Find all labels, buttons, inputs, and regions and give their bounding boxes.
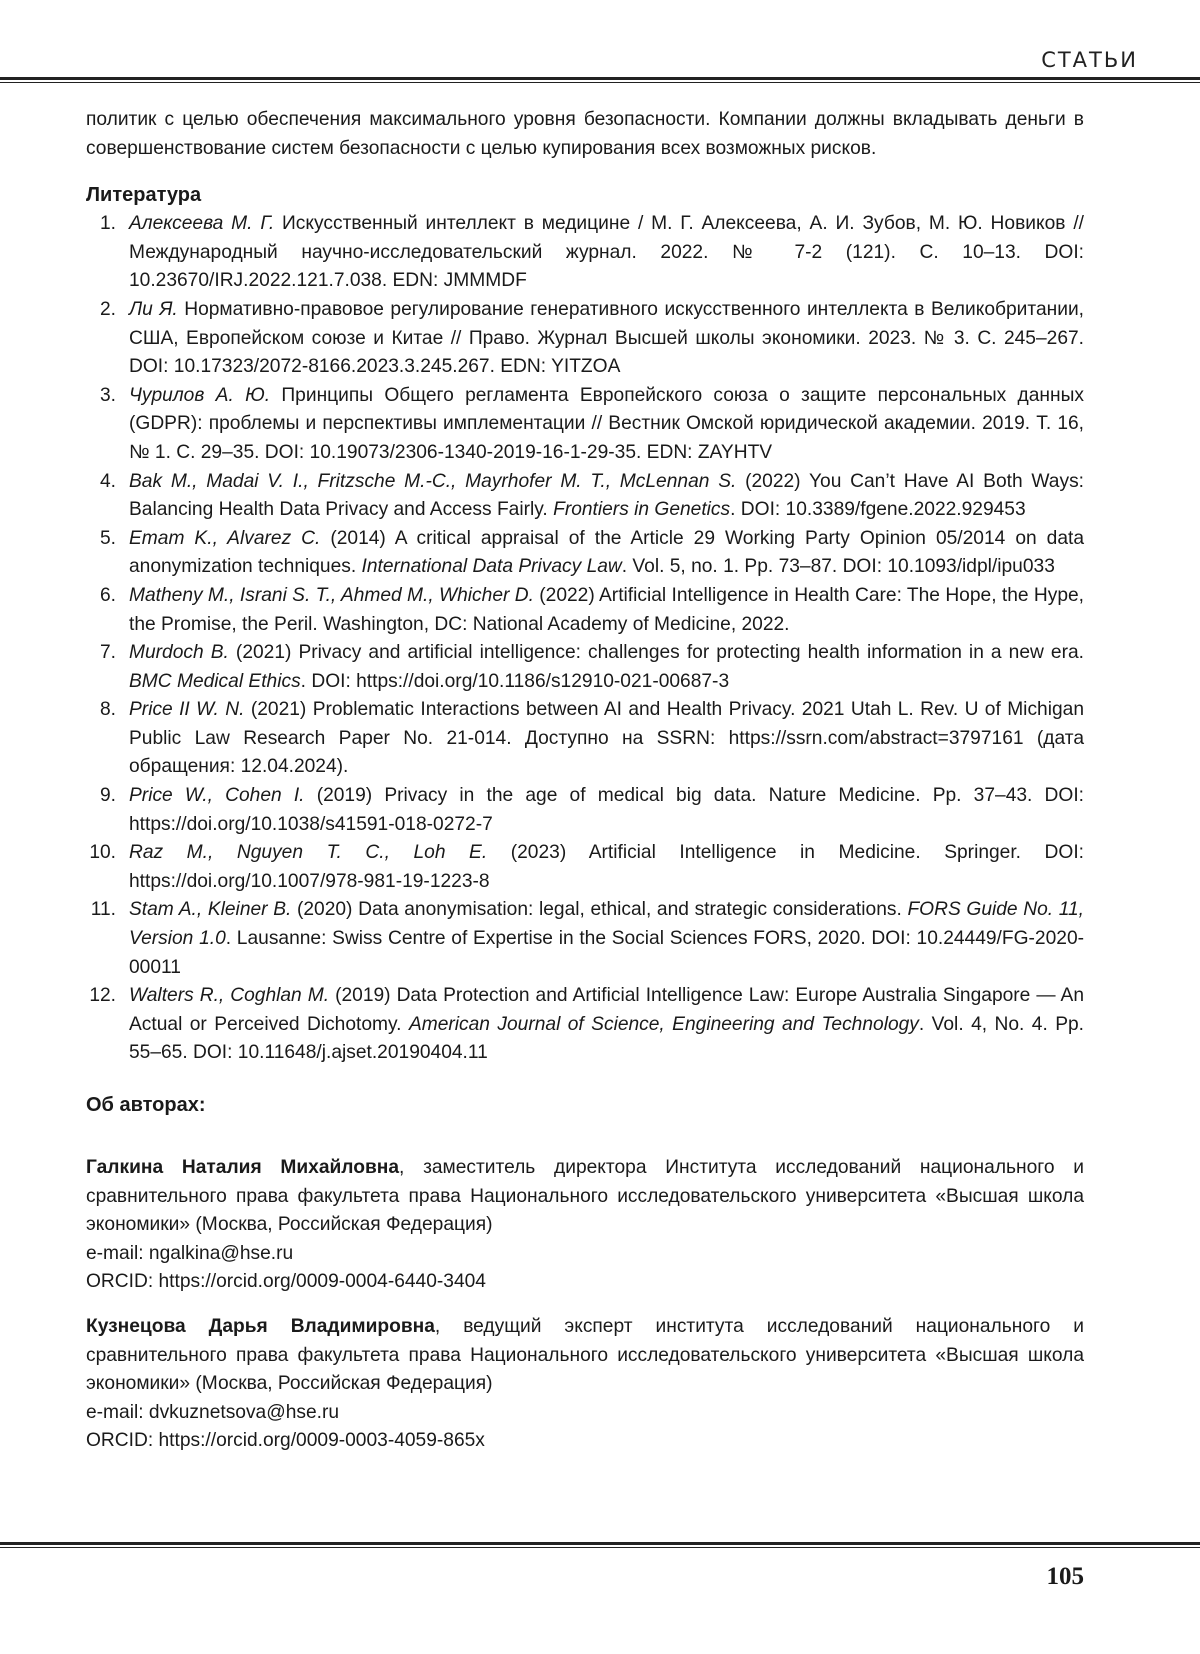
author-bio	[86, 1154, 1084, 1240]
authors-heading: Об авторах:	[86, 1094, 206, 1116]
reference-number: 6.	[99, 584, 116, 606]
reference-number: 10.	[89, 842, 116, 864]
page-body	[86, 106, 1084, 1456]
reference-item	[86, 782, 1084, 839]
reference-item	[86, 468, 1084, 525]
reference-text: (2021) Problematic Interactions between AI and Health Privacy. 2021 Utah L. Rev. U of Michigan Public Law Research Paper No. 21-014. Доступно на SSRN: https://ssrn.com/abstract=3797161 (дата обращения: 12.04.2024).	[129, 699, 1084, 778]
reference-text: (2022) Artificial Intelligence in Health Care: The Hope, the Hype, the Promise, the Peril. Washington, DC: National Academy of Medicine, 2022.	[129, 584, 1084, 635]
reference-text-continued: . Vol. 4, No. 4. Pp. 55–65. DOI: 10.11648/j.ajset.20190404.11	[129, 1013, 1084, 1064]
reference-authors: Bak M., Madai V. I., Fritzsche M.-C., Mayrhofer M. T., McLennan S.	[129, 470, 737, 492]
reference-authors: Чурилов А. Ю.	[129, 384, 271, 406]
references-list	[86, 210, 1084, 1068]
reference-text: Искусственный интеллект в медицине / М. Г. Алексеева, А. И. Зубов, М. Ю. Новиков // Международный научно-исследовательский журнал. 2022. № 7-2 (121). С. 10–13. DOI: 10.23670/IRJ.2022.121.7.038. EDN: JMMMDF	[129, 213, 1084, 292]
reference-journal: International Data Privacy Law	[361, 556, 622, 578]
reference-item	[86, 982, 1084, 1068]
reference-journal: Frontiers in Genetics	[553, 499, 731, 521]
reference-text: (2019) Data Protection and Artificial Intelligence Law: Europe Australia Singapore — An Actual or Perceived Dichotomy.	[129, 985, 1084, 1035]
author-description: , заместитель директора Института исследований национального и сравнительного права факультета права Национального исследовательского университета «Высшая школа экономики» (Москва, Российская Федерация)	[86, 1157, 1084, 1236]
reference-journal: FORS Guide No. 11, Version 1.0	[129, 899, 1084, 950]
reference-number: 3.	[99, 384, 116, 406]
footer-rule	[0, 1542, 1200, 1548]
reference-text-continued: . Vol. 5, no. 1. Pp. 73–87. DOI: 10.1093/idpl/ipu033	[621, 556, 1055, 578]
reference-item	[86, 839, 1084, 896]
reference-text: (2022) You Can’t Have AI Both Ways: Balancing Health Data Privacy and Access Fairly.	[129, 470, 1084, 521]
reference-authors: Matheny M., Israni S. T., Ahmed M., Whicher D.	[129, 584, 534, 606]
author-block	[86, 1154, 1084, 1297]
reference-authors: Walters R., Coghlan M.	[129, 985, 330, 1007]
reference-text: Нормативно-правовое регулирование генеративного искусственного интеллекта в Великобритании, США, Европейском союзе и Китае // Право. Журнал Высшей школы экономики. 2023. № 3. С. 245–267. DOI: 10.17323/2072-8166.2023.3.245.267. EDN: YITZOA	[129, 298, 1084, 378]
author-name: Галкина Наталия Михайловна	[86, 1157, 400, 1178]
reference-authors: Raz M., Nguyen T. C., Loh E.	[129, 842, 488, 864]
reference-item	[86, 639, 1084, 696]
page-number: 105	[1046, 1563, 1084, 1590]
reference-item	[86, 896, 1084, 982]
reference-text-continued: . DOI: https://doi.org/10.1186/s12910-021-00687-3	[300, 670, 730, 692]
author-block	[86, 1313, 1084, 1456]
reference-authors: Price W., Cohen I.	[129, 785, 305, 807]
reference-item	[86, 382, 1084, 468]
reference-number: 7.	[99, 642, 116, 664]
reference-text: (2014) A critical appraisal of the Article 29 Working Party Opinion 05/2014 on data anonymization techniques.	[129, 527, 1085, 578]
author-email: e-mail: ngalkina@hse.ru	[86, 1242, 294, 1264]
reference-number: 8.	[99, 699, 116, 721]
reference-text: Принципы Общего регламента Европейского союза о защите персональных данных (GDPR): проблемы и перспективы имплементации // Вестник Омской юридической академии. 2019. Т. 16, № 1. С. 29–35. DOI: 10.19073/2306-1340-2019-16-1-29-35. EDN: ZAYHTV	[129, 384, 1084, 463]
reference-authors: Emam K., Alvarez C.	[129, 527, 321, 549]
reference-text: (2019) Privacy in the age of medical big data. Nature Medicine. Pp. 37–43. DOI: https://doi.org/10.1038/s41591-018-0272-7	[129, 785, 1084, 835]
reference-item	[86, 525, 1084, 582]
reference-journal: BMC Medical Ethics	[129, 670, 301, 692]
intro-paragraph: политик с целью обеспечения максимального уровня безопасности. Компании должны вкладывать деньги в совершенствование систем безопасности с целью купирования всех возможных рисков.	[86, 109, 1084, 159]
author-orcid: ORCID: https://orcid.org/0009-0004-6440-3404	[86, 1271, 486, 1293]
reference-item	[86, 210, 1084, 296]
reference-number: 4.	[99, 470, 116, 492]
reference-text: (2023) Artificial Intelligence in Medicine. Springer. DOI: https://doi.org/10.1007/978-981-19-1223-8	[129, 842, 1085, 892]
reference-number: 11.	[90, 899, 116, 921]
reference-number: 9.	[99, 785, 116, 807]
header-rule	[0, 77, 1200, 83]
reference-item	[86, 582, 1084, 639]
reference-number: 2.	[99, 298, 116, 320]
reference-authors: Алексеева М. Г.	[129, 213, 275, 235]
literature-heading: Литература	[86, 184, 202, 207]
reference-text: (2021) Privacy and artificial intelligence: challenges for protecting health information in a new era.	[228, 642, 1084, 664]
reference-journal: American Journal of Science, Engineering and Technology	[408, 1013, 919, 1035]
reference-authors: Stam A., Kleiner B.	[129, 899, 292, 921]
reference-item	[86, 696, 1084, 782]
reference-number: 12.	[89, 985, 116, 1007]
section-label: СТАТЬИ	[1041, 48, 1138, 72]
reference-text-continued: . Lausanne: Swiss Centre of Expertise in the Social Sciences FORS, 2020. DOI: 10.24449/FG-2020-00011	[129, 928, 1085, 978]
reference-authors: Ли Я.	[129, 298, 178, 320]
reference-number: 5.	[99, 527, 116, 549]
author-name: Кузнецова Дарья Владимировна	[86, 1315, 435, 1337]
reference-text: (2020) Data anonymisation: legal, ethical, and strategic considerations.	[291, 899, 908, 921]
reference-authors: Price II W. N.	[129, 699, 245, 721]
reference-item	[86, 296, 1084, 382]
reference-number: 1.	[99, 213, 116, 235]
author-description: , ведущий эксперт института исследований национального и сравнительного права факультета права Национального исследовательского университета «Высшая школа экономики» (Москва, Российская Федерация)	[86, 1315, 1084, 1395]
reference-text-continued: . DOI: 10.3389/fgene.2022.929453	[730, 499, 1026, 521]
author-bio	[86, 1313, 1084, 1399]
author-email: e-mail: dvkuznetsova@hse.ru	[86, 1401, 340, 1423]
author-orcid: ORCID: https://orcid.org/0009-0003-4059-865x	[86, 1430, 485, 1452]
reference-authors: Murdoch B.	[129, 642, 229, 664]
